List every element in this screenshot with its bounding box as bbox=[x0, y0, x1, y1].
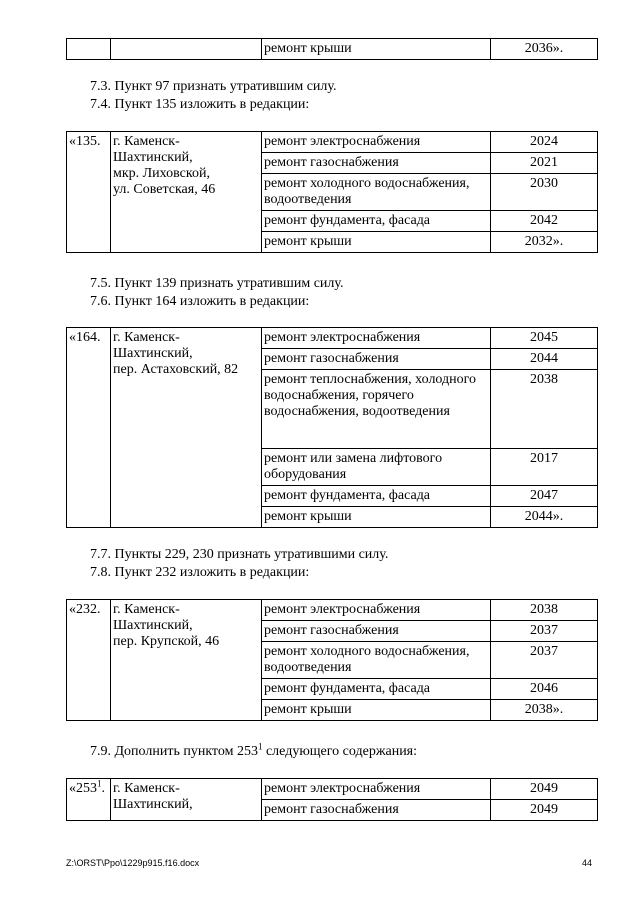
address-cell bbox=[111, 39, 262, 60]
paragraph-7-9 bbox=[90, 743, 417, 761]
work-cell: ремонт крыши bbox=[262, 39, 491, 60]
year-cell: 2045 bbox=[491, 328, 598, 349]
year-cell: 2037 bbox=[491, 621, 598, 642]
work-cell: ремонт фундамента, фасада bbox=[262, 486, 491, 507]
num-cell: «135. bbox=[67, 132, 111, 253]
paragraph-7-5: 7.5. Пункт 139 признать утратившим силу. bbox=[90, 276, 344, 291]
address-cell: г. Каменск- Шахтинский, пер. Крупской, 46 bbox=[111, 600, 262, 721]
work-cell: ремонт крыши bbox=[262, 232, 491, 253]
superscript: 1 bbox=[97, 778, 102, 789]
year-cell: 2024 bbox=[491, 132, 598, 153]
work-cell: ремонт газоснабжения bbox=[262, 153, 491, 174]
work-cell: ремонт электроснабжения bbox=[262, 328, 491, 349]
table-row bbox=[67, 132, 598, 153]
address-cell: г. Каменск- Шахтинский, мкр. Лиховской, ул. Советская, 46 bbox=[111, 132, 262, 253]
paragraph-7-7: 7.7. Пункты 229, 230 признать утратившими силу. bbox=[90, 547, 389, 562]
year-cell: 2038 bbox=[491, 370, 598, 449]
table-row bbox=[67, 328, 598, 349]
work-cell: ремонт холодного водоснабжения, водоотведения bbox=[262, 174, 491, 211]
work-cell: ремонт фундамента, фасада bbox=[262, 679, 491, 700]
year-cell: 2047 bbox=[491, 486, 598, 507]
year-cell: 2049 bbox=[491, 779, 598, 800]
table-item-232 bbox=[66, 599, 598, 721]
work-cell: ремонт или замена лифтового оборудования bbox=[262, 449, 491, 486]
address-cell: г. Каменск- Шахтинский, пер. Астаховский, 82 bbox=[111, 328, 262, 528]
num-cell bbox=[67, 779, 111, 821]
num-cell: «232. bbox=[67, 600, 111, 721]
paragraph-7-9-text-end: следующего содержания: bbox=[262, 744, 418, 759]
footer-file-path: Z:\ORST\Ppo\1229p915.f16.docx bbox=[66, 858, 200, 868]
year-cell: 2017 bbox=[491, 449, 598, 486]
num-text: «253 bbox=[69, 781, 97, 796]
year-cell: 2021 bbox=[491, 153, 598, 174]
work-cell: ремонт крыши bbox=[262, 700, 491, 721]
work-cell: ремонт холодного водоснабжения, водоотведения bbox=[262, 642, 491, 679]
year-cell: 2049 bbox=[491, 800, 598, 821]
year-cell: 2030 bbox=[491, 174, 598, 211]
year-cell: 2042 bbox=[491, 211, 598, 232]
work-cell: ремонт фундамента, фасада bbox=[262, 211, 491, 232]
num-dot: . bbox=[101, 781, 105, 796]
paragraph-7-8: 7.8. Пункт 232 изложить в редакции: bbox=[90, 565, 310, 580]
year-cell: 2038». bbox=[491, 700, 598, 721]
table-continuation bbox=[66, 38, 598, 60]
year-cell: 2032». bbox=[491, 232, 598, 253]
num-cell: «164. bbox=[67, 328, 111, 528]
year-cell: 2044». bbox=[491, 507, 598, 528]
paragraph-7-6: 7.6. Пункт 164 изложить в редакции: bbox=[90, 294, 310, 309]
work-cell: ремонт электроснабжения bbox=[262, 600, 491, 621]
table-item-253-1 bbox=[66, 778, 598, 821]
year-cell: 2046 bbox=[491, 679, 598, 700]
table-item-135 bbox=[66, 131, 598, 253]
work-cell: ремонт теплоснабжения, холодного водоснабжения, горячего водоснабжения, водоотведения bbox=[262, 370, 491, 449]
paragraph-7-9-text: 7.9. Дополнить пунктом 253 bbox=[90, 744, 258, 759]
paragraph-7-4: 7.4. Пункт 135 изложить в редакции: bbox=[90, 97, 310, 112]
work-cell: ремонт газоснабжения bbox=[262, 800, 491, 821]
table-item-164 bbox=[66, 327, 598, 528]
work-cell: ремонт газоснабжения bbox=[262, 349, 491, 370]
work-cell: ремонт электроснабжения bbox=[262, 132, 491, 153]
paragraph-7-3: 7.3. Пункт 97 признать утратившим силу. bbox=[90, 79, 337, 94]
footer-page-number: 44 bbox=[582, 858, 593, 868]
work-cell: ремонт газоснабжения bbox=[262, 621, 491, 642]
superscript: 1 bbox=[257, 741, 263, 752]
table-row bbox=[67, 779, 598, 800]
year-cell: 2037 bbox=[491, 642, 598, 679]
table-row bbox=[67, 600, 598, 621]
address-cell: г. Каменск- Шахтинский, bbox=[111, 779, 262, 821]
year-cell: 2038 bbox=[491, 600, 598, 621]
year-cell: 2036». bbox=[491, 39, 598, 60]
year-cell: 2044 bbox=[491, 349, 598, 370]
num-cell bbox=[67, 39, 111, 60]
work-cell: ремонт крыши bbox=[262, 507, 491, 528]
work-cell: ремонт электроснабжения bbox=[262, 779, 491, 800]
table-row bbox=[67, 39, 598, 60]
